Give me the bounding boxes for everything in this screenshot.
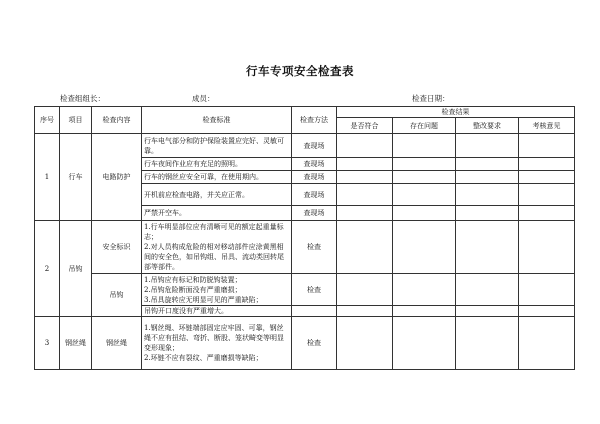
row1-compliant-5[interactable] <box>337 206 393 221</box>
row3-project: 钢丝绳 <box>60 317 92 370</box>
row2-project: 吊钩 <box>60 221 92 317</box>
row1-method-1: 查现场 <box>292 134 337 158</box>
header-assess: 考核意见 <box>519 118 575 134</box>
row1-assess-1[interactable] <box>519 134 575 158</box>
row3-method: 检查 <box>292 317 337 370</box>
row2-content-a: 安全标识 <box>92 221 142 274</box>
row3-compliant[interactable] <box>337 317 393 370</box>
row1-rectify-3[interactable] <box>456 171 519 184</box>
row1-rectify-5[interactable] <box>456 206 519 221</box>
row2-compliant-c[interactable] <box>337 306 393 317</box>
members-label: 成员： <box>192 94 215 103</box>
header-result: 检查结果 <box>337 107 575 118</box>
row3-content: 钢丝绳 <box>92 317 142 370</box>
row1-issues-2[interactable] <box>393 158 456 171</box>
row2-standard-c: 吊钩开口度没有严重增大。 <box>142 306 292 317</box>
header-standard: 检查标准 <box>142 107 292 134</box>
row2-assess-c[interactable] <box>519 306 575 317</box>
row1-assess-3[interactable] <box>519 171 575 184</box>
row2-standard-b: 1.吊钩应有标记和防脱钩装置； 2.吊钩危险断面没有严重磨损； 3.吊具旋转应无明显可见的严重缺陷； <box>142 274 292 306</box>
header-rectify: 整改要求 <box>456 118 519 134</box>
row3-issues[interactable] <box>393 317 456 370</box>
header-content: 检查内容 <box>92 107 142 134</box>
row2-standard-a: 1.行车明显部位应有清晰可见的额定起重量标志； 2.对人员构成危险的相对移动部件应涂黄黑相间的安全色，如吊钩组、吊具、流动类回转尾部等部件。 <box>142 221 292 274</box>
row2-compliant-a[interactable] <box>337 221 393 274</box>
row2-assess-a[interactable] <box>519 221 575 274</box>
row1-assess-4[interactable] <box>519 184 575 206</box>
row1-method-4: 查现场 <box>292 184 337 206</box>
row1-method-2: 查现场 <box>292 158 337 171</box>
row1-standard-5: 严禁开空车。 <box>142 206 292 221</box>
row1-standard-2: 行车夜间作业应有充足的照明。 <box>142 158 292 171</box>
row2-issues-a[interactable] <box>393 221 456 274</box>
inspection-table <box>34 106 575 370</box>
row2-assess-b[interactable] <box>519 274 575 306</box>
row1-compliant-2[interactable] <box>337 158 393 171</box>
row2-rectify-a[interactable] <box>456 221 519 274</box>
row3-rectify[interactable] <box>456 317 519 370</box>
row1-standard-4: 开机前应检查电路，并关应正常。 <box>142 184 292 206</box>
row1-issues-1[interactable] <box>393 134 456 158</box>
row3-standard: 1.钢丝绳、环链端部固定应牢固、可靠，钢丝绳不应有扭结、弯折、断股、笼状畸变等明显变形现象； 2.环链不应有裂纹、严重磨损等缺陷； <box>142 317 292 370</box>
header-project: 项目 <box>60 107 92 134</box>
row1-compliant-3[interactable] <box>337 171 393 184</box>
row1-assess-5[interactable] <box>519 206 575 221</box>
row1-method-3: 查现场 <box>292 171 337 184</box>
row2-method-c <box>292 306 337 317</box>
row2-content-b: 吊钩 <box>92 274 142 317</box>
header-issues: 存在问题 <box>393 118 456 134</box>
row1-issues-3[interactable] <box>393 171 456 184</box>
row2-rectify-b[interactable] <box>456 274 519 306</box>
row1-compliant-4[interactable] <box>337 184 393 206</box>
row1-issues-5[interactable] <box>393 206 456 221</box>
row2-rectify-c[interactable] <box>456 306 519 317</box>
row2-seq: 2 <box>35 221 60 317</box>
header-method: 检查方法 <box>292 107 337 134</box>
row2-compliant-b[interactable] <box>337 274 393 306</box>
row1-rectify-4[interactable] <box>456 184 519 206</box>
row1-method-5: 查现场 <box>292 206 337 221</box>
row1-content: 电路防护 <box>92 134 142 221</box>
row3-seq: 3 <box>35 317 60 370</box>
row2-issues-c[interactable] <box>393 306 456 317</box>
row2-issues-b[interactable] <box>393 274 456 306</box>
row3-assess[interactable] <box>519 317 575 370</box>
row1-compliant-1[interactable] <box>337 134 393 158</box>
row1-rectify-2[interactable] <box>456 158 519 171</box>
page-title: 行车专项安全检查表 <box>246 64 354 78</box>
header-seq: 序号 <box>35 107 60 134</box>
row1-standard-3: 行车的钢丝应安全可靠，在使用期内。 <box>142 171 292 184</box>
row1-issues-4[interactable] <box>393 184 456 206</box>
row1-standard-1: 行车电气部分和防护保险装置应完好、灵敏可靠。 <box>142 134 292 158</box>
leader-label: 检查组组长： <box>60 94 105 103</box>
row1-project: 行车 <box>60 134 92 221</box>
row2-method-b: 检查 <box>292 274 337 306</box>
date-label: 检查日期： <box>412 94 450 103</box>
row2-method-a: 检查 <box>292 221 337 274</box>
row1-assess-2[interactable] <box>519 158 575 171</box>
row1-seq: 1 <box>35 134 60 221</box>
row1-rectify-1[interactable] <box>456 134 519 158</box>
header-compliant: 是否符合 <box>337 118 393 134</box>
